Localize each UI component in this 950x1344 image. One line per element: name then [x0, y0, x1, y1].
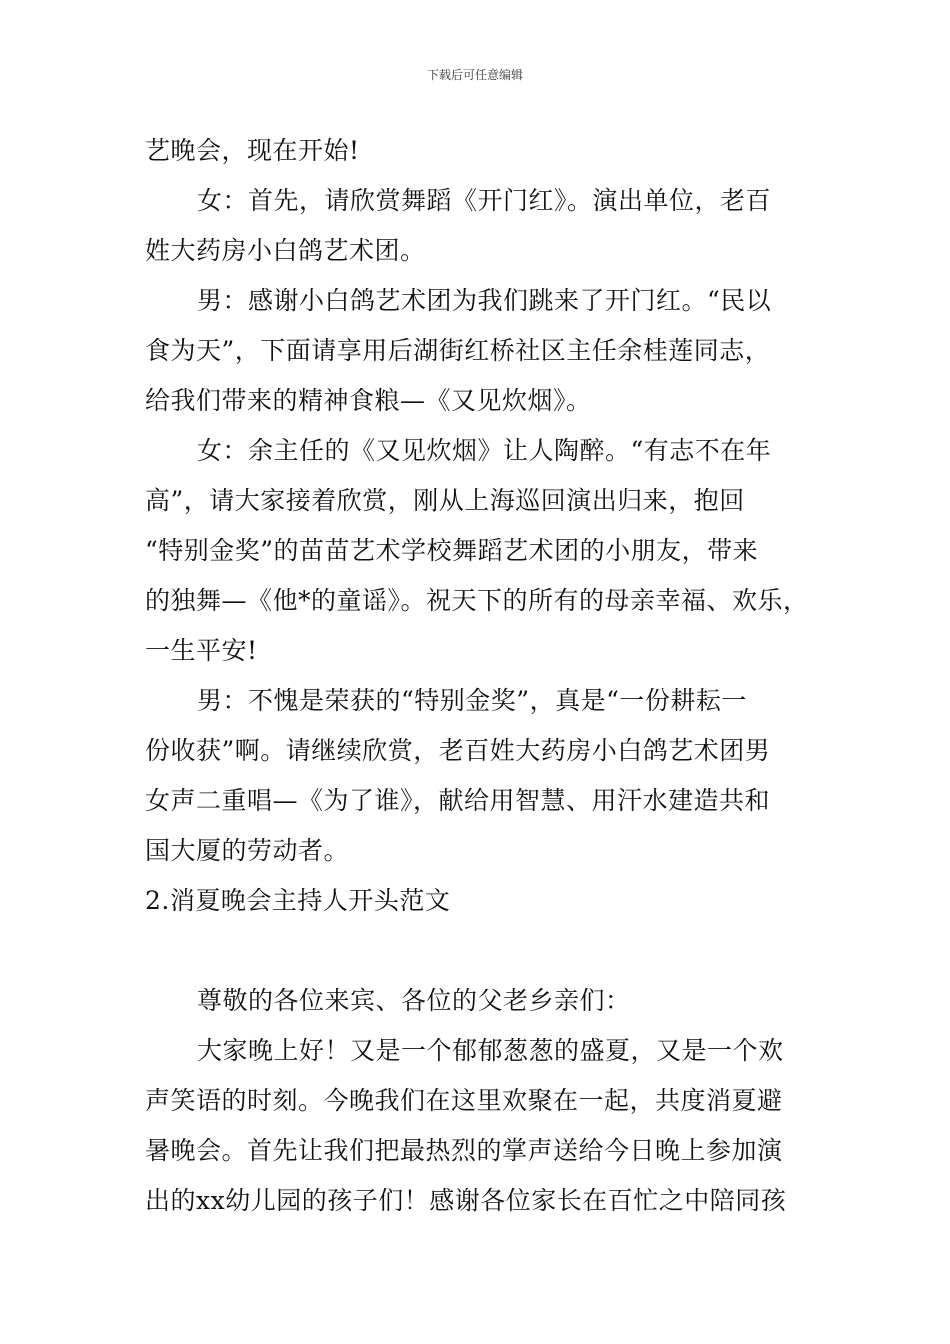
text-line: 男：不愧是荣获的“特别金奖”，真是“一份耕耘一 [197, 686, 747, 715]
text-line: 艺晚会，现在开始! [145, 136, 360, 165]
section-heading: 2.消夏晚会主持人开头范文 [145, 886, 451, 915]
blank-line [145, 926, 825, 976]
text-line: 大家晚上好！又是一个郁郁葱葱的盛夏，又是一个欢 [197, 1036, 784, 1065]
text-line: 一生平安! [145, 636, 258, 665]
text-line: 的独舞—《他*的童谣》。祝天下的所有的母亲幸福、欢乐， [145, 586, 809, 615]
text-line: 国大厦的劳动者。 [145, 836, 350, 865]
text-line: 女：首先，请欣赏舞蹈《开门红》。演出单位，老百 [197, 186, 772, 215]
page-header: 下载后可任意编辑 [426, 68, 523, 82]
text-line: 高”，请大家接着欣赏，刚从上海巡回演出归来，抱回 [145, 486, 745, 515]
text-line: 声笑语的时刻。今晚我们在这里欢聚在一起，共度消夏避 [145, 1086, 783, 1115]
text-line: “特别金奖”的苗苗艺术学校舞蹈艺术团的小朋友，带来 [145, 536, 759, 565]
text-line: 给我们带来的精神食粮—《又见炊烟》。 [145, 386, 592, 415]
text-line: 暑晚会。首先让我们把最热烈的掌声送给今日晚上参加演 [145, 1136, 783, 1165]
document-body [145, 126, 825, 1226]
text-line: 姓大药房小白鸽艺术团。 [145, 236, 426, 265]
text-line: 份收获”啊。请继续欣赏，老百姓大药房小白鸽艺术团男 [145, 736, 771, 765]
text-line: 尊敬的各位来宾、各位的父老乡亲们： [197, 986, 631, 1015]
text-line: 女：余主任的《又见炊烟》让人陶醉。“有志不在年 [197, 436, 772, 465]
text-line: 出的xx幼儿园的孩子们！感谢各位家长在百忙之中陪同孩 [145, 1186, 787, 1215]
text-line: 食为天”，下面请享用后湖街红桥社区主任余桂莲同志， [145, 336, 771, 365]
text-line: 女声二重唱—《为了谁》，献给用智慧、用汗水建造共和 [145, 786, 771, 815]
text-line: 男：感谢小白鸽艺术团为我们跳来了开门红。“民以 [197, 286, 772, 315]
